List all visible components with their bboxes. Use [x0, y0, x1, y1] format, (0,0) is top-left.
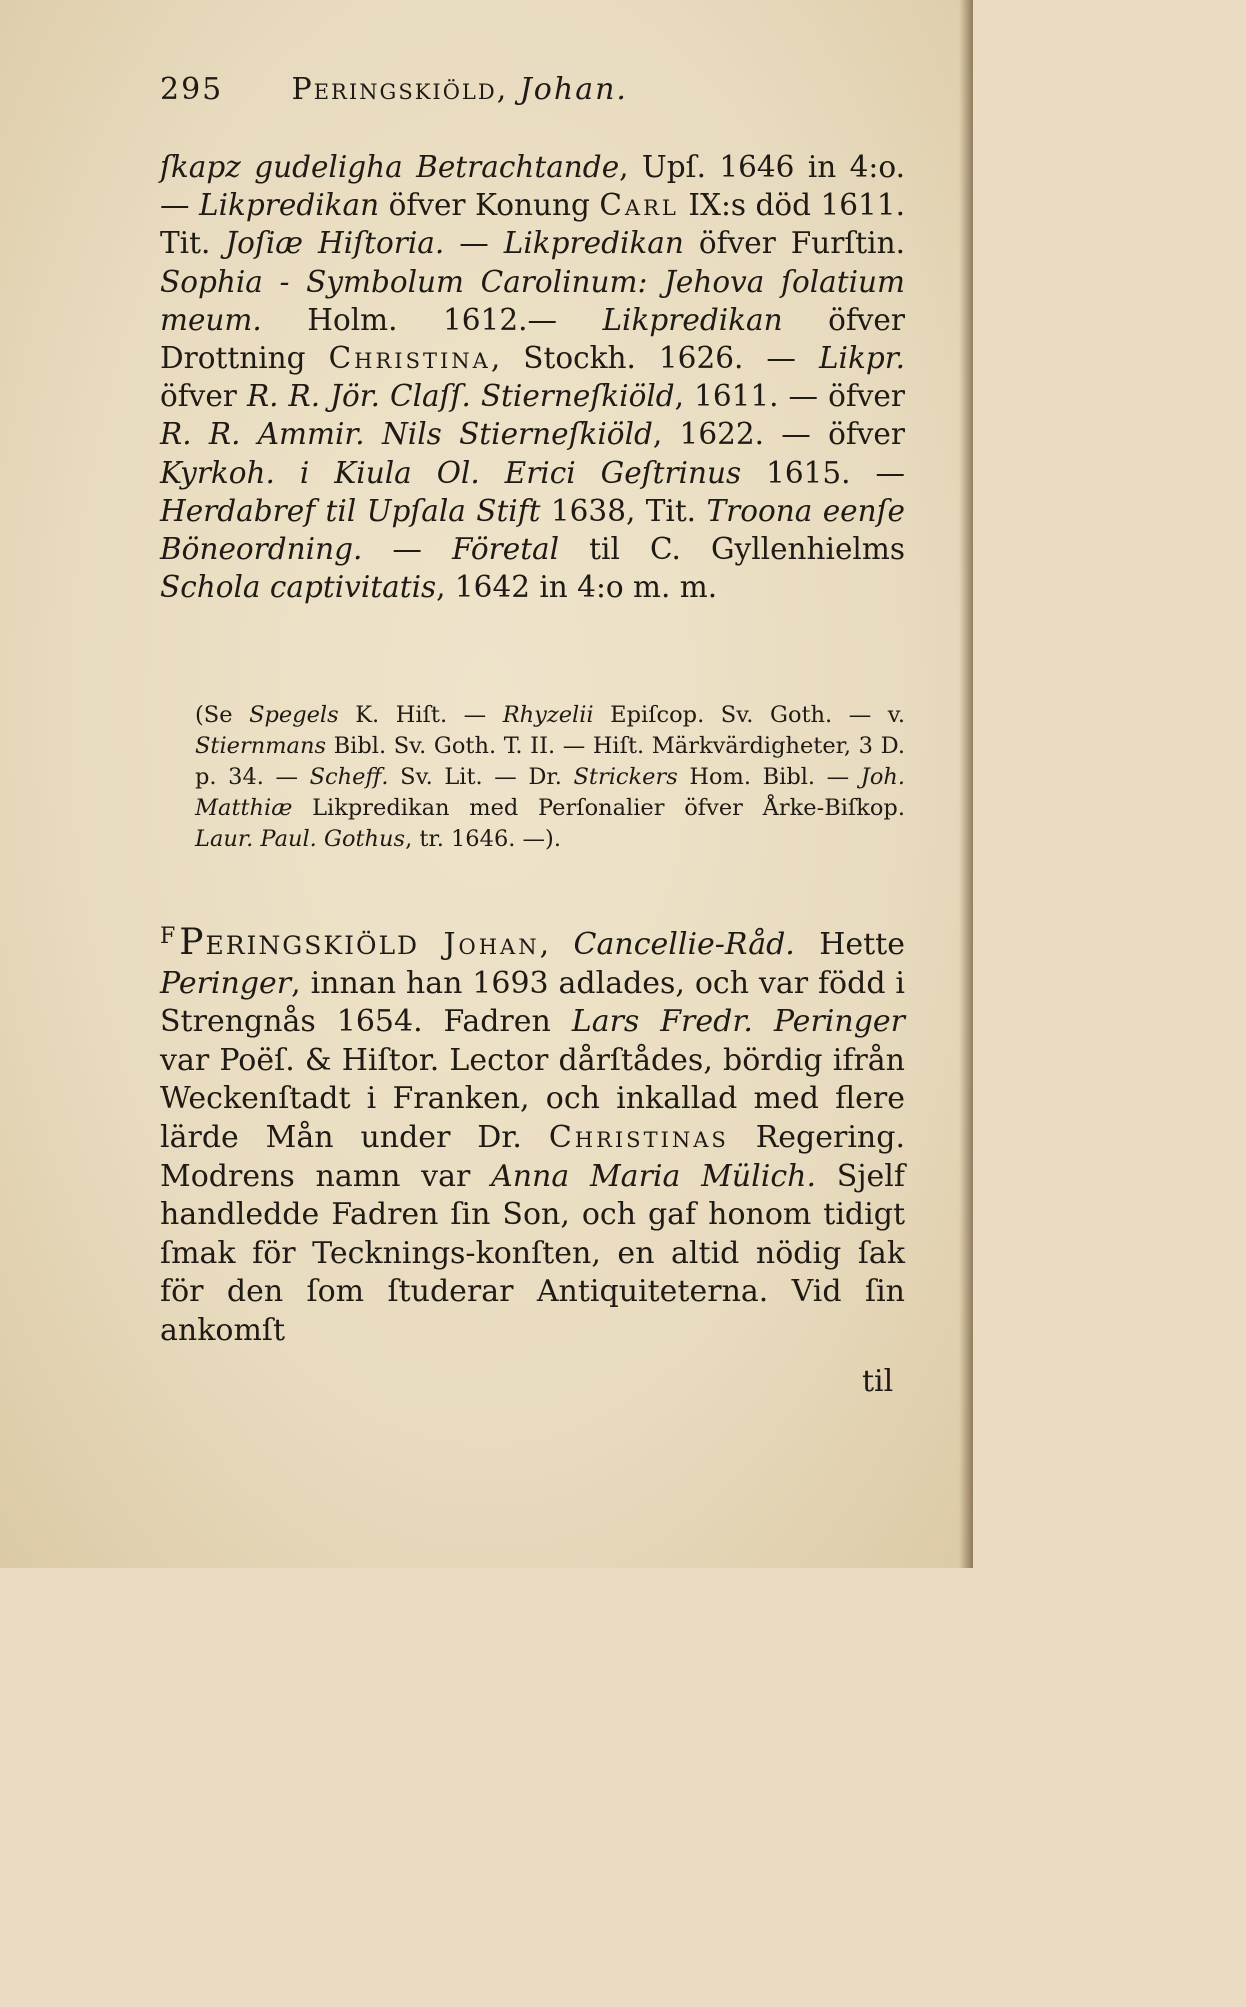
biography-entry	[160, 918, 905, 1351]
continuation-paragraph: ſkapz gudeligha Betrachtande, Upſ. 1646 in 4:o. — Likpredikan öfver Konung Carl IX:s död 1611. Tit. Joſiæ Hiſtoria. — Likpredikan öfver Furſtin. Sophia - Symbolum Carolinum: Jehova ſolatium meum. Holm. 1612.— Likpredikan öfver Drottning Christina, Stockh. 1626. — Likpr. öfver R. R. Jör. Claſſ. Stierneſkiöld, 1611. — öfver R. R. Ammir. Nils Stierneſkiöld, 1622. — öfver Kyrkoh. i Kiula Ol. Erici Geſtrinus 1615. — Herdabref til Upſala Stift 1638, Tit. Troona eenſe Böneordning. — Företal til C. Gyllenhielms Schola captivitatis, 1642 in 4:o m. m.	[160, 150, 905, 605]
running-head-name: Peringskiöld,	[291, 72, 509, 107]
page-edge-shadow	[959, 0, 973, 1568]
entry-paragraph	[160, 918, 905, 1351]
entry-heading: Peringskiöld	[179, 922, 420, 963]
references-block	[195, 700, 905, 855]
catchword: til	[862, 1364, 894, 1399]
entry-marker: F	[160, 924, 176, 949]
continuation-text	[160, 148, 905, 606]
page-number: 295	[160, 72, 224, 107]
references-paragraph: (Se Spegels K. Hiſt. — Rhyzelii Epiſcop. Sv. Goth. — v. Stiernmans Bibl. Sv. Goth. T. II. — Hiſt. Märkvärdigheter, 3 D. p. 34. — Scheff. Sv. Lit. — Dr. Strickers Hom. Bibl. — Joh. Matthiæ Likpredikan med Perſonalier öfver Årke-Biſkop. Laur. Paul. Gothus, tr. 1646. —).	[195, 702, 906, 852]
running-head	[292, 72, 628, 107]
running-head-given: Johan.	[519, 72, 628, 107]
running-header	[160, 72, 920, 107]
entry-body: Johan, Cancellie-Råd. Hette Peringer, innan han 1693 adlades, och var född i Strengnås 1654. Fadren Lars Fredr. Peringer var Poëſ. & Hiſtor. Lector dårſtådes, bördig ifrån Weckenſtadt i Franken, och inkallad med flere lärde Mån under Dr. Christinas Regering. Modrens namn var Anna Maria Mülich. Sjelf handledde Fadren ſin Son, och gaf honom tidigt ſmak för Tecknings-konſten, en altid nödig ſak för den ſom ſtuderar Antiquiteterna. Vid ſin ankomſt	[160, 927, 905, 1348]
